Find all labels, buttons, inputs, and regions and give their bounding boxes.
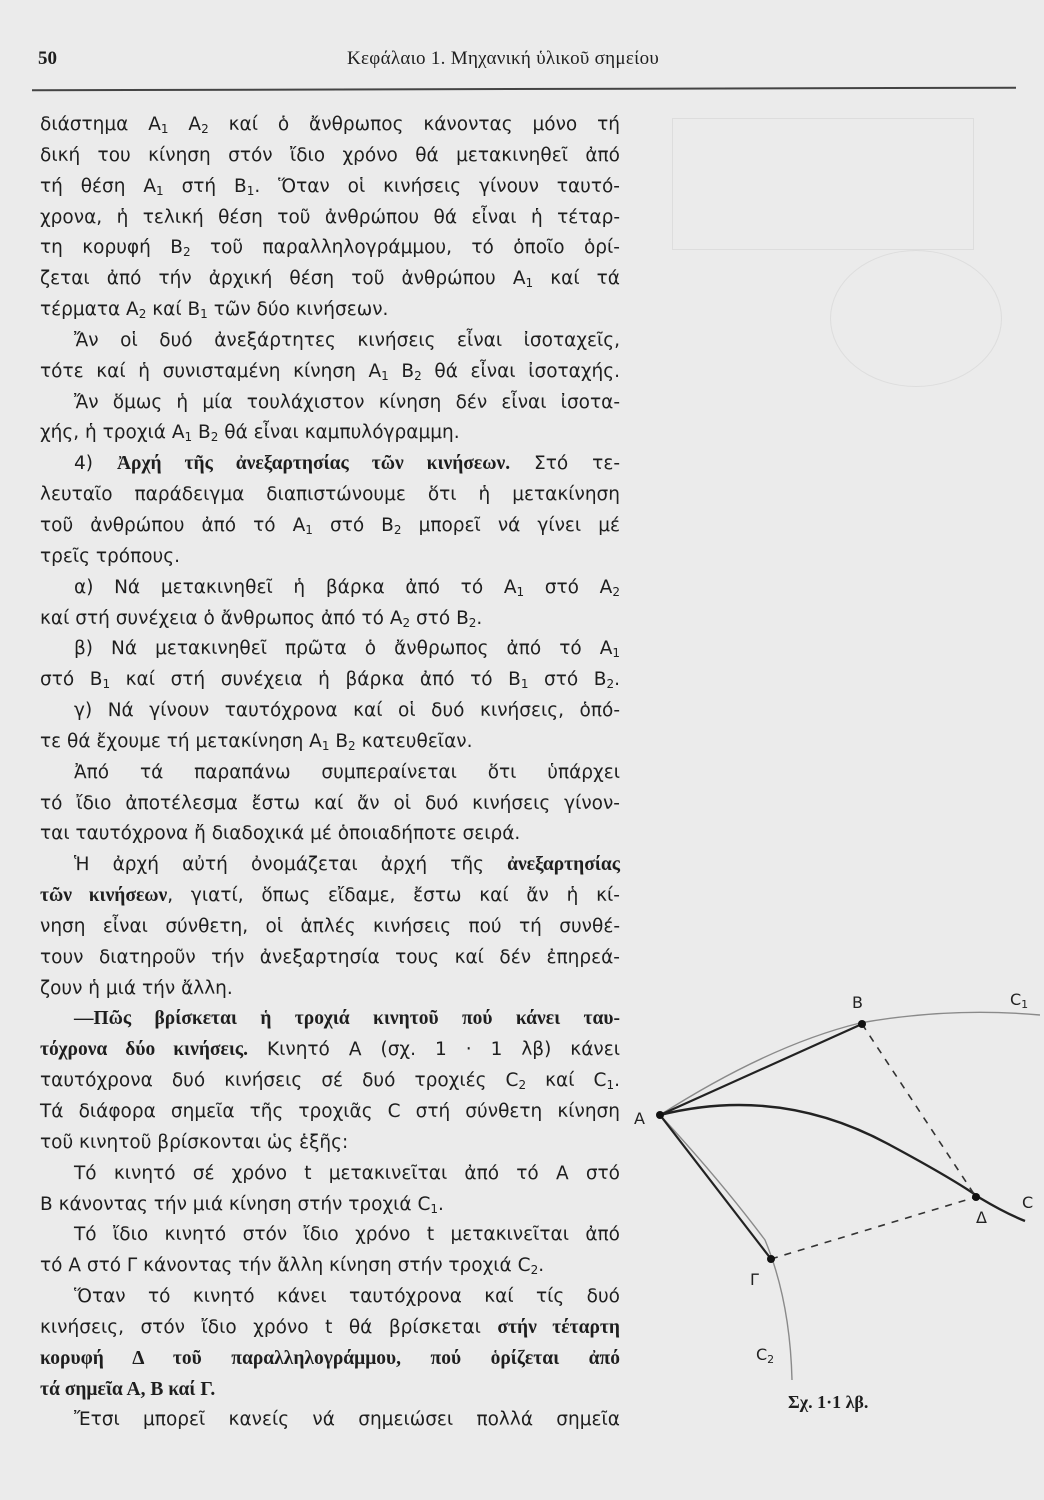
figure-drawing	[620, 985, 1040, 1390]
text-line: ται ταυτόχρονα ἤ διαδοχικά μέ ὁποιαδήποτε σειρά.	[40, 823, 521, 845]
text-line: λευταῖο παράδειγμα διαπιστώνουμε ὅτι ἡ μετακίνηση	[40, 484, 620, 506]
segment-b-d	[862, 1024, 976, 1197]
page-header	[32, 44, 1012, 74]
point-g	[767, 1255, 775, 1263]
text-line: Ἄν ὅμως ἡ μία τουλάχιστον κίνηση δέν εἶναι ἰσοτα-	[74, 391, 620, 413]
text-line: α) Νά μετακινηθεῖ ἡ βάρκα ἀπό τό $A_1$ στό $A_2$	[74, 576, 620, 599]
text-line: τῶν κινήσεων, γιατί, ὅπως εἴδαμε, ἔστω καί ἄν ἡ κί-	[40, 885, 620, 907]
text-line: χής, ἡ τροχιά $A_1$ $B_2$ θά εἶναι καμπυλόγραμμη.	[40, 422, 460, 445]
label-g: Γ	[750, 1270, 759, 1289]
text-line: τουν διατηροῦν τήν ἀνεξαρτησία τους καί δέν ἐπηρεά-	[40, 946, 620, 968]
label-d: Δ	[976, 1208, 987, 1227]
text-line: Τά διάφορα σημεῖα τῆς τροχιᾶς C στή σύνθετη κίνηση	[40, 1101, 620, 1122]
text-line: τοῦ κινητοῦ βρίσκονται ὡς ἑξῆς:	[40, 1131, 349, 1153]
figure-caption: Σχ. 1·1 λβ.	[788, 1392, 869, 1412]
text-line: Ὅταν τό κινητό κάνει ταυτόχρονα καί τίς δυό	[74, 1286, 620, 1308]
text-line: Ἄν οἱ δυό ἀνεξάρτητες κινήσεις εἶναι ἰσοταχεῖς,	[74, 329, 620, 351]
label-b: Β	[852, 993, 863, 1012]
parallelogram-figure	[620, 985, 1040, 1390]
text-line: κορυφή Δ τοῦ παραλληλογράμμου, πού ὁρίζεται ἀπό	[40, 1347, 620, 1369]
text-line: τή θέση $A_1$ στή $B_1$. Ὅταν οἱ κινήσεις γίνουν ταυτό-	[40, 175, 620, 198]
bleed-through-shadow	[830, 250, 1002, 387]
text-line: Τό κινητό σέ χρόνο t μετακινεῖται ἀπό τό Α στό	[74, 1162, 620, 1184]
text-line: τε θά ἔχουμε τή μετακίνηση $A_1$ $B_2$ κατευθεῖαν.	[40, 730, 473, 753]
text-line: τό Α στό Γ κάνοντας τήν ἄλλη κίνηση στήν τροχιά $C_2$.	[40, 1255, 545, 1278]
text-line: τά σημεῖα Α, Β καί Γ.	[40, 1378, 216, 1400]
text-line: ζεται ἀπό τήν ἀρχική θέση τοῦ ἀνθρώπου $A_1$ καί τά	[40, 268, 620, 291]
text-line: τέρματα $A_2$ καί $B_1$ τῶν δύο κινήσεων.	[40, 299, 389, 322]
text-line: νηση εἶναι σύνθετη, οἱ ἁπλές κινήσεις πού τή συνθέ-	[40, 915, 620, 937]
trajectory-c	[660, 1105, 1025, 1221]
text-line: 4) Ἀρχή τῆς ἀνεξαρτησίας τῶν κινήσεων. Στό τε-	[74, 453, 620, 475]
bleed-through-shadow	[672, 118, 974, 250]
text-line: χρονα, ἡ τελική θέση τοῦ ἀνθρώπου θά εἶναι ἡ τέταρ-	[40, 206, 620, 228]
main-text-column	[40, 110, 620, 1436]
text-line: κινήσεις, στόν ἴδιο χρόνο t θά βρίσκεται στήν τέταρτη	[40, 1316, 620, 1338]
text-line: τό ἴδιο ἀποτέλεσμα ἔστω καί ἄν οἱ δυό κινήσεις γίνον-	[40, 792, 620, 814]
text-line: β) Νά μετακινηθεῖ πρῶτα ὁ ἄνθρωπος ἀπό τό $A_1$	[74, 638, 620, 661]
text-line: Τό ἴδιο κινητό στόν ἴδιο χρόνο t μετακινεῖται ἀπό	[74, 1224, 620, 1246]
text-line: Ἀπό τά παραπάνω συμπεραίνεται ὅτι ὑπάρχει	[74, 761, 620, 783]
label-c1: $C_1$	[1010, 990, 1029, 1011]
label-c: C	[1022, 1193, 1034, 1212]
text-line: Ἡ ἀρχή αὐτή ὀνομάζεται ἀρχή τῆς ἀνεξαρτησίας	[74, 854, 620, 876]
trajectory-c1	[660, 1012, 1040, 1115]
text-line: καί στή συνέχεια ὁ ἄνθρωπος ἀπό τό $A_2$ στό $B_2$.	[40, 607, 483, 630]
text-line: Β κάνοντας τήν μιά κίνηση στήν τροχιά $C_1$.	[40, 1193, 444, 1216]
segment-a-g	[660, 1115, 771, 1259]
text-line: στό $B_1$ καί στή συνέχεια ἡ βάρκα ἀπό τό $B_1$ στό $B_2$.	[40, 669, 620, 692]
segment-a-b	[660, 1024, 862, 1115]
text-line: δική του κίνηση στόν ἴδιο χρόνο θά μετακινηθεῖ ἀπό	[40, 144, 620, 166]
point-a	[656, 1111, 664, 1119]
text-line: τοῦ ἀνθρώπου ἀπό τό $A_1$ στό $B_2$ μπορεῖ νά γίνει μέ	[40, 514, 620, 537]
text-line: τη κορυφή $B_2$ τοῦ παραλληλογράμμου, τό ὁποῖο ὁρί-	[40, 237, 620, 260]
text-line: Ἔτσι μπορεῖ κανείς νά σημειώσει πολλά σημεῖα	[74, 1409, 620, 1431]
segment-g-d	[771, 1197, 976, 1259]
text-line: —Πῶς βρίσκεται ἡ τροχιά κινητοῦ πού κάνει ταυ-	[74, 1008, 620, 1030]
running-head: Κεφάλαιο 1. Μηχανική ὑλικοῦ σημείου	[347, 48, 660, 69]
text-line: τόχρονα δύο κινήσεις. Κινητό Α (σχ. 1 · 1 λβ) κάνει	[40, 1039, 620, 1061]
text-line: γ) Νά γίνουν ταυτόχρονα καί οἱ δυό κινήσεις, ὁπό-	[74, 700, 620, 722]
point-d	[972, 1193, 980, 1201]
text-line: ζουν ἡ μιά τήν ἄλλη.	[40, 977, 233, 999]
label-c2: $C_2$	[756, 1345, 775, 1366]
text-line: διάστημα $A_1$ $A_2$ καί ὁ ἄνθρωπος κάνοντας μόνο τή	[40, 114, 620, 136]
label-a: Α	[634, 1109, 645, 1128]
text-line: ταυτόχρονα δυό κινήσεις σέ δυό τροχιές $C_2$ καί $C_1$.	[40, 1070, 620, 1093]
page-number: 50	[38, 48, 57, 69]
point-b	[858, 1020, 866, 1028]
text-line: τότε καί ἡ συνισταμένη κίνηση $A_1$ $B_2$ θά εἶναι ἰσοταχής.	[40, 360, 620, 383]
trajectory-c2	[660, 1115, 792, 1380]
header-rule	[32, 87, 1016, 92]
text-line: τρεῖς τρόπους.	[40, 545, 180, 567]
